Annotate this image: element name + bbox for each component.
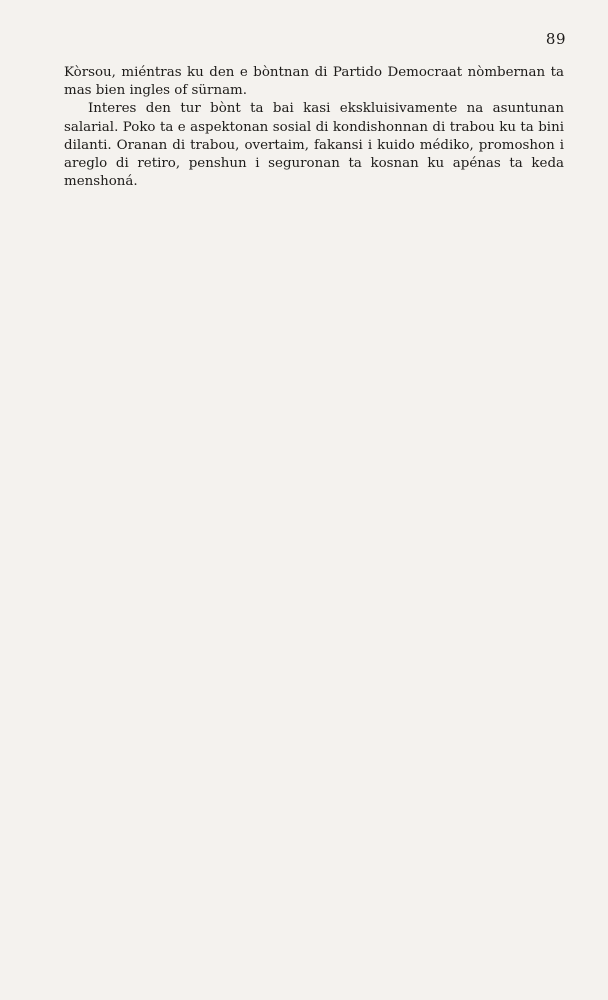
paragraph xyxy=(64,100,564,191)
paragraph xyxy=(64,64,564,100)
body-text xyxy=(64,64,564,191)
text-run: Interes den tur bònt ta bai kasi ekskluisivamente na asuntunan salarial. Poko ta e aspektonan sosial di kondishonnan di trabou ku ta bini dilanti. Oranan di trabou, overtaim, fakansi i kuido médiko, promoshon i areglo di retiro, penshun i seguronan ta kosnan ku apénas ta keda menshoná. xyxy=(64,101,564,190)
page-number: 89 xyxy=(545,30,566,48)
text-run: Kòrsou, miéntras ku den e bòntnan di Partido Democraat nòmbernan ta mas bien ingles of sürnam. xyxy=(64,65,564,99)
